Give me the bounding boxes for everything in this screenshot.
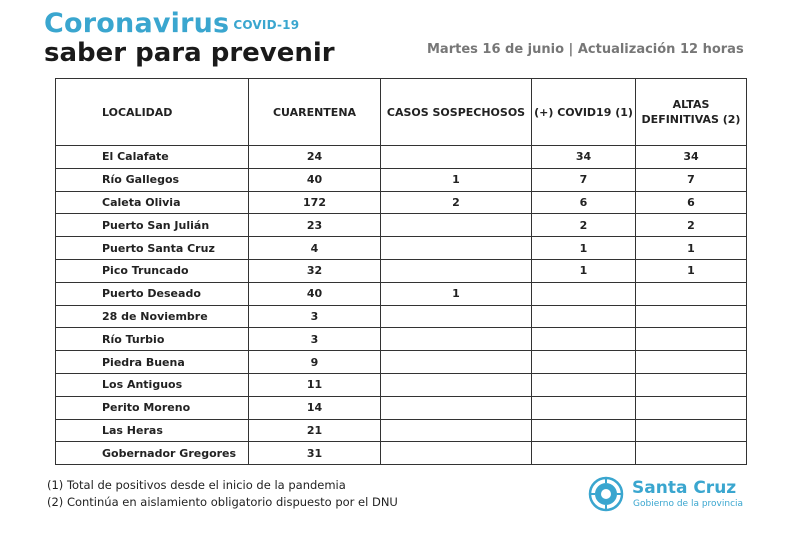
covid19-cell: 1 — [532, 237, 636, 260]
table-row — [56, 328, 747, 351]
localidad-cell: Perito Moreno — [56, 396, 249, 419]
altas-definitivas-cell — [636, 396, 747, 419]
altas-definitivas-cell — [636, 373, 747, 396]
altas-definitivas-cell — [636, 419, 747, 442]
altas-definitivas-cell — [636, 305, 747, 328]
footnote-2: (2) Continúa en aislamiento obligatorio dispuesto por el DNU — [47, 495, 398, 509]
altas-definitivas-cell: 7 — [636, 168, 747, 191]
logo-name: Santa Cruz — [632, 478, 737, 498]
localidad-cell: Gobernador Gregores — [56, 442, 249, 465]
altas-definitivas-cell: 6 — [636, 191, 747, 214]
altas-definitivas-cell: 2 — [636, 214, 747, 237]
brand-title-tag: COVID-19 — [233, 18, 300, 32]
covid-table — [55, 78, 747, 465]
altas-definitivas-cell — [636, 328, 747, 351]
localidad-cell: Puerto Deseado — [56, 282, 249, 305]
casos-sospechosos-cell: 1 — [381, 282, 532, 305]
covid19-cell — [532, 351, 636, 374]
table-row — [56, 282, 747, 305]
covid19-cell — [532, 373, 636, 396]
table-row — [56, 305, 747, 328]
table-row — [56, 168, 747, 191]
footnotes — [47, 477, 398, 511]
column-header-localidad: LOCALIDAD — [56, 79, 249, 146]
column-header-cuarentena: CUARENTENA — [249, 79, 381, 146]
cuarentena-cell: 23 — [249, 214, 381, 237]
covid19-cell: 7 — [532, 168, 636, 191]
table-row — [56, 259, 747, 282]
casos-sospechosos-cell: 1 — [381, 168, 532, 191]
covid19-cell: 1 — [532, 259, 636, 282]
cuarentena-cell: 40 — [249, 282, 381, 305]
localidad-cell: Piedra Buena — [56, 351, 249, 374]
table-row — [56, 191, 747, 214]
casos-sospechosos-cell — [381, 442, 532, 465]
altas-definitivas-cell: 1 — [636, 237, 747, 260]
casos-sospechosos-cell — [381, 214, 532, 237]
localidad-cell: Los Antiguos — [56, 373, 249, 396]
casos-sospechosos-cell — [381, 305, 532, 328]
cuarentena-cell: 31 — [249, 442, 381, 465]
table-row — [56, 396, 747, 419]
brand-title-text: Coronavirus — [44, 8, 230, 39]
cuarentena-cell: 32 — [249, 259, 381, 282]
casos-sospechosos-cell — [381, 328, 532, 351]
cuarentena-cell: 172 — [249, 191, 381, 214]
localidad-cell: Puerto Santa Cruz — [56, 237, 249, 260]
cuarentena-cell: 24 — [249, 146, 381, 169]
cuarentena-cell: 11 — [249, 373, 381, 396]
update-date: Martes 16 de junio | Actualización 12 horas — [427, 42, 744, 57]
table-row — [56, 419, 747, 442]
localidad-cell: 28 de Noviembre — [56, 305, 249, 328]
casos-sospechosos-cell: 2 — [381, 191, 532, 214]
provincial-seal-icon — [588, 476, 624, 512]
localidad-cell: Las Heras — [56, 419, 249, 442]
table-row — [56, 373, 747, 396]
localidad-cell: Puerto San Julián — [56, 214, 249, 237]
altas-definitivas-cell — [636, 282, 747, 305]
logo-subtitle: Gobierno de la provincia — [633, 499, 744, 509]
cuarentena-cell: 21 — [249, 419, 381, 442]
casos-sospechosos-cell — [381, 237, 532, 260]
altas-definitivas-cell — [636, 442, 747, 465]
covid19-cell — [532, 396, 636, 419]
table-row — [56, 351, 747, 374]
table-row — [56, 146, 747, 169]
localidad-cell: Río Gallegos — [56, 168, 249, 191]
casos-sospechosos-cell — [381, 396, 532, 419]
covid19-cell: 2 — [532, 214, 636, 237]
table-row — [56, 442, 747, 465]
localidad-cell: Pico Truncado — [56, 259, 249, 282]
column-header-altas-definitivas: ALTAS DEFINITIVAS (2) — [636, 79, 747, 146]
brand-title — [44, 8, 299, 39]
cuarentena-cell: 3 — [249, 328, 381, 351]
table-header-row — [56, 79, 747, 146]
brand-tagline: saber para prevenir — [44, 38, 335, 68]
casos-sospechosos-cell — [381, 259, 532, 282]
altas-definitivas-cell: 34 — [636, 146, 747, 169]
column-header-covid19: (+) COVID19 (1) — [532, 79, 636, 146]
table-row — [56, 237, 747, 260]
cuarentena-cell: 9 — [249, 351, 381, 374]
cuarentena-cell: 40 — [249, 168, 381, 191]
covid19-cell — [532, 305, 636, 328]
covid19-cell — [532, 328, 636, 351]
altas-definitivas-cell — [636, 351, 747, 374]
covid19-cell — [532, 442, 636, 465]
casos-sospechosos-cell — [381, 351, 532, 374]
localidad-cell: El Calafate — [56, 146, 249, 169]
localidad-cell: Río Turbio — [56, 328, 249, 351]
table-row — [56, 214, 747, 237]
altas-definitivas-cell: 1 — [636, 259, 747, 282]
column-header-casos-sospechosos: CASOS SOSPECHOSOS — [381, 79, 532, 146]
covid19-cell: 6 — [532, 191, 636, 214]
casos-sospechosos-cell — [381, 419, 532, 442]
localidad-cell: Caleta Olivia — [56, 191, 249, 214]
covid19-cell — [532, 419, 636, 442]
cuarentena-cell: 3 — [249, 305, 381, 328]
cuarentena-cell: 14 — [249, 396, 381, 419]
cuarentena-cell: 4 — [249, 237, 381, 260]
footnote-1: (1) Total de positivos desde el inicio de la pandemia — [47, 478, 346, 492]
covid19-cell: 34 — [532, 146, 636, 169]
casos-sospechosos-cell — [381, 146, 532, 169]
covid19-cell — [532, 282, 636, 305]
table-body — [56, 146, 747, 465]
casos-sospechosos-cell — [381, 373, 532, 396]
